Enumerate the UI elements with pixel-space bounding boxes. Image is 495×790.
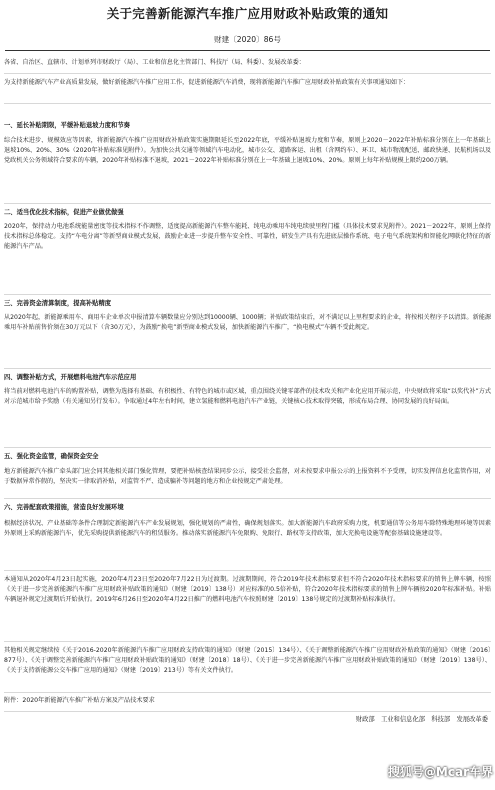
section-heading: 四、调整补贴方式，开展燃料电池汽车示范应用: [4, 374, 137, 381]
intro-paragraph: 为支持新能源汽车产业高质量发展，做好新能源汽车推广应用工作，促进新能源汽车消费，现将新能源汽车推广应用财政补贴政策有关事项通知如下：: [4, 79, 410, 86]
section-heading: 三、完善资金清算制度，提高补贴精度: [4, 300, 112, 307]
enforcement-paragraph: 本通知从2020年4月23日起实施，2020年4月23日至2020年7月22日为过渡期。过渡期期间，符合2019年技术指标要求但不符合2020年技术指标要求的销售上牌车辆，按照《关于进一步完善新能源汽车推广应用财政补贴政策的通知》（财建〔2019〕138号）对应标准的0.5倍补贴，符合2020年技术指标要求的销售上牌车辆按2020年标准补贴。补贴车辆退补规定过渡期后开始执行。2019年6月26日至2020年4月22日推广的燃料电池汽车按照财建〔2019〕138号规定的过渡期补贴标准执行。: [4, 576, 491, 604]
section-heading: 六、完善配套政策措施，营造良好发展环境: [4, 504, 124, 511]
signatories: 财政部 工业和信息化部 科技部 发展改革委: [355, 716, 488, 723]
divider: [4, 73, 491, 74]
divider: [4, 692, 491, 693]
divider: [4, 447, 491, 448]
header-rule: [5, 50, 490, 51]
section-heading: 一、延长补贴期限，平缓补贴退坡力度和节奏: [4, 122, 130, 129]
section-text: 根据经济状况、产业基础等条件合理制定新能源汽车产业发展规划，强化规划的严肃性，确保规划落实。加大新能源汽车政府采购力度，机要通信等公务用车除特殊地理环境等因素外原则上采购新能源汽车，优先采购提供新能源汽车的租赁服务。推动落实新能源汽车免限购、免限行、路权等支持政策，加大充换电设施等配套基础设施建设等。: [4, 520, 491, 538]
section-text: 将当前对燃料电池汽车的购置补贴，调整为选择有基础、有积极性、有特色的城市或区域，重点围绕关键零部件的技术攻关和产业化应用开展示范，中央财政将采取“以奖代补”方式对示范城市给予奖励（有关通知另行发布）。争取通过4年左右时间，建立氢能和燃料电池汽车产业链，关键核心技术取得突破，形成布局合理、协同发展的良好局面。: [4, 388, 491, 406]
section-text: 地方新能源汽车推广牵头部门应会同其他相关部门强化管理，要把补贴核查结果同步公示，接受社会监督，对未按要求申报公示的上报资料不予受理，切实发挥信息化监管作用，对于数据异常作假的，坚决实一律取消补贴，对监管不严、造成骗补等问题的地方和企业按规定严肃处理。: [4, 468, 491, 486]
divider: [4, 294, 491, 295]
divider: [4, 498, 491, 499]
section-text: 2020年，保持动力电池系统能量密度等技术指标不作调整，适度提高新能源汽车整车能耗、纯电动乘用车纯电续驶里程门槛（具体技术要求见附件）。2021－2022年，原则上保持技术指标总体稳定。支持“车电分离”等新型商业模式发展，鼓励企业进一步提升整车安全性、可靠性，研发生产具有先进底层操作系统、电子电气系统架构和智能化网联化特征的新能源汽车产品。: [4, 223, 491, 251]
section-text: 综合技术进步、规模效应等因素，将新能源汽车推广应用财政补贴政策实施期限延长至2022年底，平缓补贴退坡力度和节奏，原则上2020－2022年补贴标准分别在上一年基础上退坡10%、20%、30%（2020年补贴标准见附件）。为加快公共交通等领域汽车电动化，城市公交、道路客运、出租（含网约车）、环卫、城市物流配送、邮政快递、民航机场以及党政机关公务领域符合要求的车辆，2020年补贴标准不退坡，2021－2022年补贴标准分别在上一年基础上退坡10%、20%。原则上每年补贴规模上限约200万辆。: [4, 137, 491, 165]
divider: [4, 203, 491, 204]
divider: [4, 103, 491, 104]
addressee: 各省、自治区、直辖市、计划单列市财政厅（局）、工业和信息化主管部门、科技厅（局、科委）、发展改革委：: [4, 59, 305, 66]
section-heading: 五、强化资金监管，确保资金安全: [4, 453, 99, 460]
divider: [4, 641, 491, 642]
section-text: 从2020年起，新能源乘用车、商用车企业单次申报清算车辆数量应分别达到10000辆、1000辆；补贴政策结束后，对不满足以上里程要求的企业，将按相关程序予以清算。新能源乘用车补贴前售价须在30万元以下（含30万元），为鼓励“换电”新型商业模式发展，加快新能源汽车推广，“换电模式”车辆不受此规定。: [4, 314, 491, 332]
divider: [4, 368, 491, 369]
attachment-note: 附件：2020年新能源汽车推广补贴方案及产品技术要求: [4, 697, 155, 704]
source-watermark: 搜狐号@Mcar车界: [387, 765, 493, 779]
divider: [4, 570, 491, 571]
divider: [4, 711, 491, 712]
document-title: 关于完善新能源汽车推广应用财政补贴政策的通知: [106, 6, 389, 21]
document-number: 财建〔2020〕86号: [214, 35, 281, 44]
section-heading: 二、适当优化技术指标，促进产业做优做强: [4, 209, 124, 216]
repeal-paragraph: 其他相关规定继续按《关于2016-2020年新能源汽车推广应用财政支持政策的通知》（财建〔2015〕134号）、《关于调整新能源汽车推广应用财政补贴政策的通知》（财建〔2016〕877号）、《关于调整完善新能源汽车推广应用财政补贴政策的通知》（财建〔2018〕18号）、《关于进一步完善新能源汽车推广应用财政补贴政策的通知》（财建〔2019〕138号）、《关于支持新能源公交车推广应用的通知》（财建〔2019〕213号）等有关文件执行。: [4, 647, 491, 675]
